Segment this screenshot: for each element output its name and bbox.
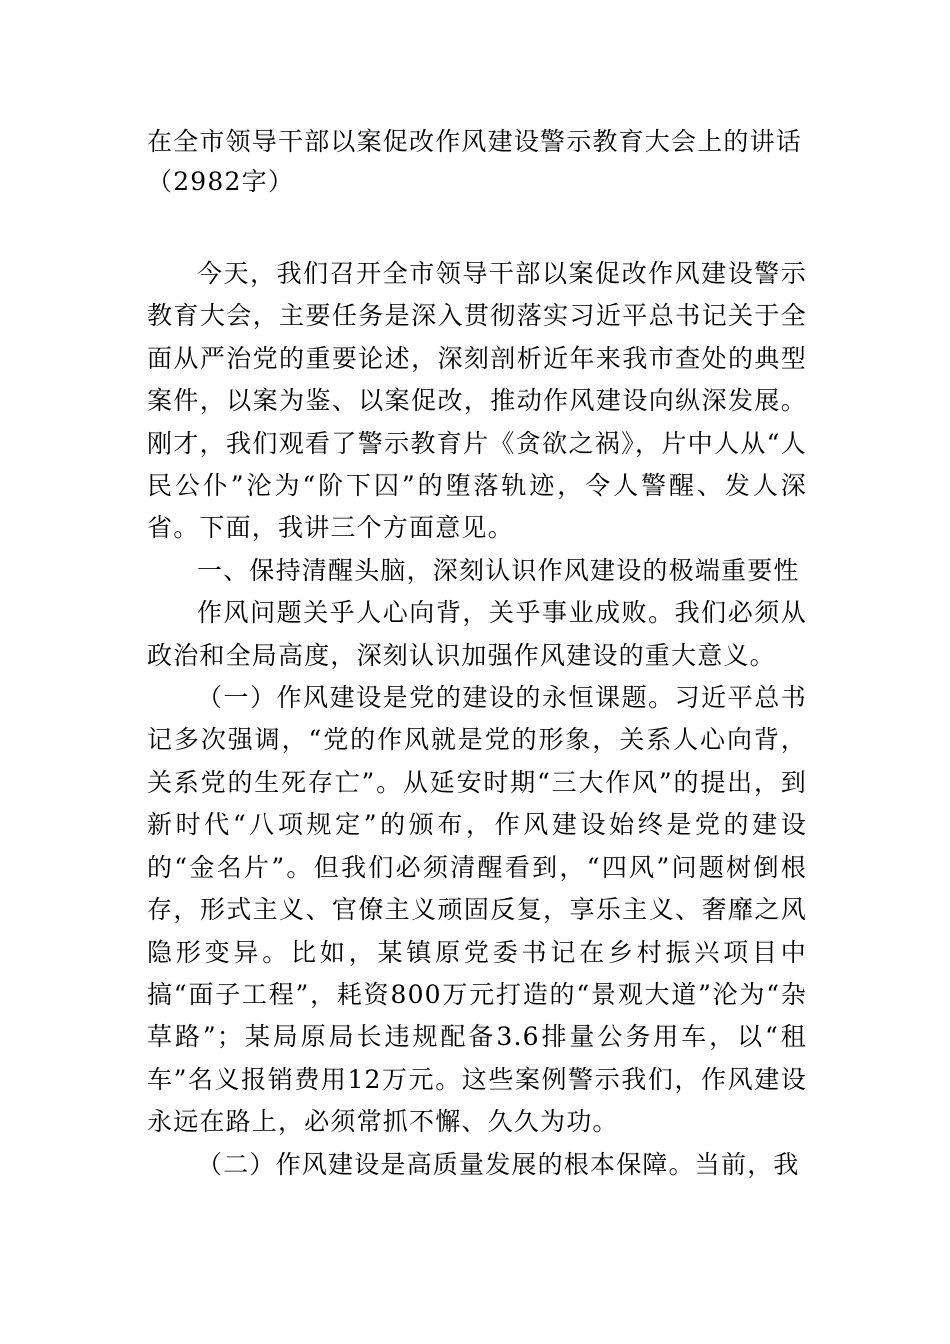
paragraph-intro: 今天，我们召开全市领导干部以案促改作风建设警示教育大会，主要任务是深入贯彻落实习近平总书记关于全面从严治党的重要论述，深刻剖析近年来我市查处的典型案件，以案为鉴、以案促改，推动作风建设向纵深发展。刚才，我们观看了警示教育片《贪欲之祸》，片中人从“人民公仆”沦为“阶下囚”的堕落轨迹，令人警醒、发人深省。下面，我讲三个方面意见。 — [147, 259, 807, 543]
title-word-count: （2982字） — [147, 167, 295, 196]
title-main: 在全市领导干部以案促改作风建设警示教育大会上的讲话 — [147, 127, 803, 156]
paragraph-section-1-lead: 作风问题关乎人心向背，关乎事业成败。我们必须从政治和全局高度，深刻认识加强作风建设的重大意义。 — [147, 598, 807, 670]
paragraph-point-2: （二）作风建设是高质量发展的根本保障。当前，我 — [197, 1149, 800, 1179]
paragraph-point-1: （一）作风建设是党的建设的永恒课题。习近平总书记多次强调，“党的作风就是党的形象，关系人心向背，关系党的生死存亡”。从延安时期“三大作风”的提出，到新时代“八项规定”的颁布，作风建设始终是党的建设的“金名片”。但我们必须清醒看到，“四风”问题树倒根存，形式主义、官僚主义顽固反复，享乐主义、奢靡之风隐形变异。比如，某镇原党委书记在乡村振兴项目中搞“面子工程”，耗资800万元打造的“景观大道”沦为“杂草路”；某局原局长违规配备3.6排量公务用车，以“租车”名义报销费用12万元。这些案例警示我们，作风建设永远在路上，必须常抓不懈、久久为功。 — [147, 683, 807, 1137]
document-body — [147, 253, 807, 1186]
section-heading-1: 一、保持清醒头脑，深刻认识作风建设的极端重要性 — [197, 555, 800, 585]
document-title — [147, 122, 827, 202]
